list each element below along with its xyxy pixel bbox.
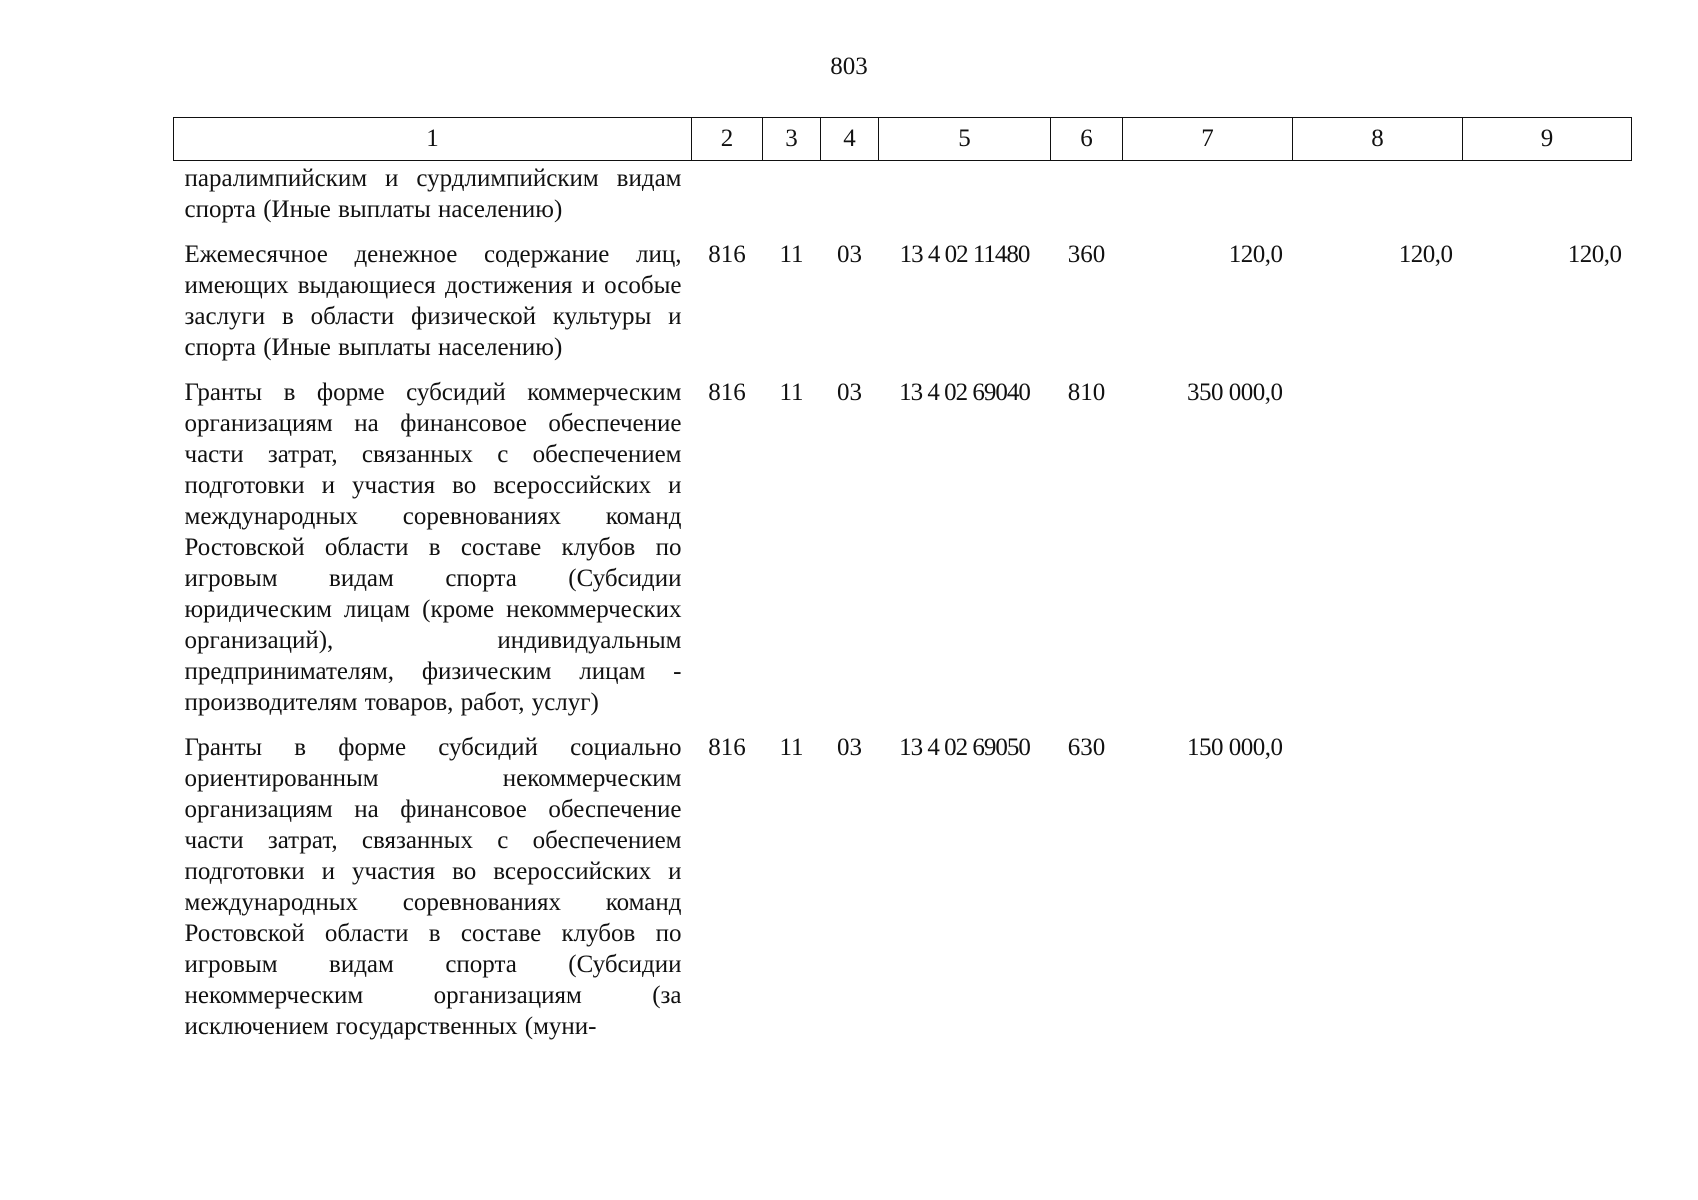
row-description: Гранты в форме субсидий коммерческим организациям на финансовое обеспечение части затрат, связанных с обеспечением подготовки и участия во всероссийских и международных соревнованиях команд Ростовской области в составе клубов по игровым видам спорта (Субсидии юридическим лицам (кроме некоммерческих организаций), индивидуальным предпринимателям, физическим лицам - производителям товаров, работ, услуг) — [184, 379, 682, 716]
cell-subsection-code: 03 — [837, 734, 862, 761]
cell-section-code — [763, 161, 821, 240]
cell-amount-9 — [1463, 161, 1632, 240]
cell-ministry-code: 816 — [708, 734, 746, 761]
cell-amount-7: 150 000,0 — [1187, 734, 1283, 761]
table-row — [174, 732, 1632, 1056]
column-header-8: 8 — [1293, 118, 1463, 161]
cell-expense-type-code: 630 — [1067, 734, 1106, 761]
cell-target-article-code: 13 4 02 69050 — [899, 734, 1030, 761]
cell-section-code: 11 — [779, 241, 804, 268]
cell-target-article-code: 13 4 02 69040 — [899, 379, 1030, 406]
cell-amount-7 — [1123, 161, 1293, 240]
column-header-4: 4 — [821, 118, 879, 161]
table-row — [174, 161, 1632, 240]
cell-expense-type-code — [1051, 161, 1123, 240]
budget-table — [173, 117, 1632, 1056]
column-header-5: 5 — [879, 118, 1051, 161]
cell-ministry-code — [692, 161, 763, 240]
cell-amount-7: 350 000,0 — [1187, 379, 1283, 406]
cell-amount-8 — [1293, 732, 1463, 1056]
cell-expense-type-code: 810 — [1067, 379, 1106, 406]
cell-amount-8: 120,0 — [1398, 241, 1453, 268]
column-header-7: 7 — [1123, 118, 1293, 161]
cell-expense-type-code: 360 — [1067, 241, 1106, 268]
row-description: паралимпийским и сурдлимпийским видам спорта (Иные выплаты населению) — [184, 165, 682, 223]
row-description: Ежемесячное денежное содержание лиц, имеющих выдающиеся достижения и особые заслуги в области физической культуры и спорта (Иные выплаты населению) — [184, 241, 682, 361]
cell-amount-7: 120,0 — [1228, 241, 1283, 268]
cell-amount-8 — [1293, 161, 1463, 240]
header-row — [174, 118, 1632, 161]
cell-section-code: 11 — [779, 379, 804, 406]
column-header-9: 9 — [1463, 118, 1632, 161]
cell-subsection-code: 03 — [837, 241, 862, 268]
row-description: Гранты в форме субсидий социально ориентированным некоммерческим организациям на финансовое обеспечение части затрат, связанных с обеспечением подготовки и участия во всероссийских и международных соревнованиях команд Ростовской области в составе клубов по игровым видам спорта (Субсидии некоммерческим организациям (за исключением государственных (муни- — [184, 734, 682, 1040]
cell-section-code: 11 — [779, 734, 804, 761]
cell-amount-9 — [1463, 732, 1632, 1056]
cell-amount-9 — [1463, 377, 1632, 732]
cell-ministry-code: 816 — [708, 379, 746, 406]
column-header-2: 2 — [692, 118, 763, 161]
column-header-6: 6 — [1051, 118, 1123, 161]
cell-target-article-code — [879, 161, 1051, 240]
cell-amount-9: 120,0 — [1567, 241, 1622, 268]
cell-subsection-code: 03 — [837, 379, 862, 406]
column-header-1: 1 — [174, 118, 692, 161]
table-row — [174, 377, 1632, 732]
cell-subsection-code — [821, 161, 879, 240]
cell-target-article-code: 13 4 02 11480 — [899, 241, 1030, 268]
column-header-3: 3 — [763, 118, 821, 161]
table-row — [174, 239, 1632, 377]
cell-amount-8 — [1293, 377, 1463, 732]
page-number: 803 — [830, 53, 868, 80]
cell-ministry-code: 816 — [708, 241, 746, 268]
